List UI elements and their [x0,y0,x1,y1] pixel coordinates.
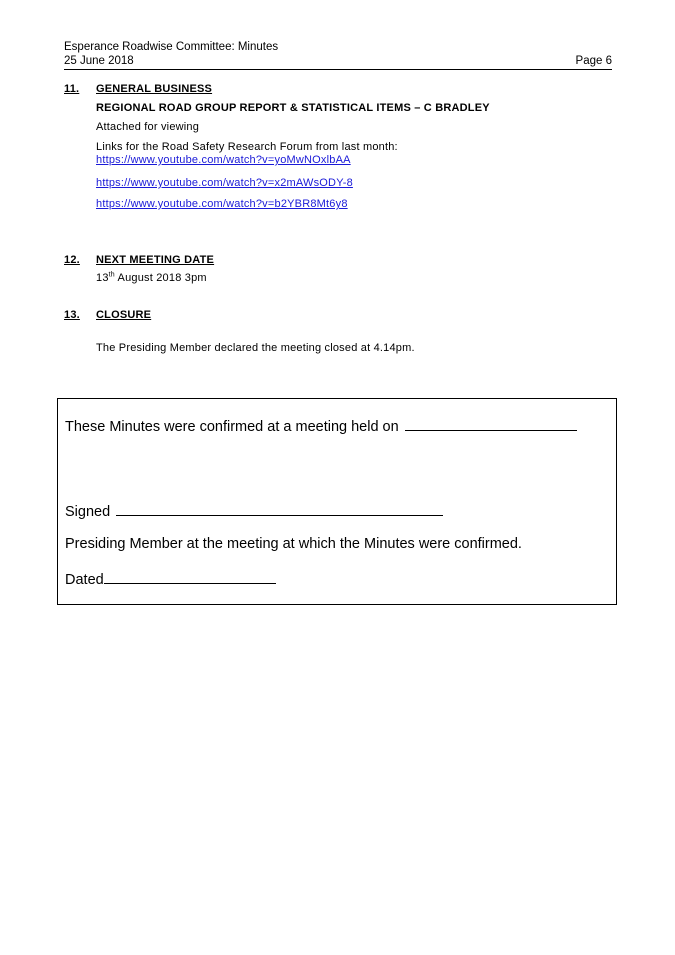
section-heading-row [64,254,624,266]
section-next-meeting [64,254,624,284]
dated-blank[interactable] [104,569,276,584]
section-heading-row [64,309,624,321]
date-day: 13 [96,272,109,284]
dated-line [65,569,276,588]
date-suffix: th [108,271,115,279]
presiding-line: Presiding Member at the meeting at which the Minutes were confirmed. [65,536,522,552]
subheading: REGIONAL ROAD GROUP REPORT & STATISTICAL ITEMS – C BRADLEY [96,102,490,114]
closure-text: The Presiding Member declared the meeting closed at 4.14pm. [96,342,415,354]
links-intro: Links for the Road Safety Research Forum from last month: [96,141,398,153]
signed-line [65,501,443,520]
youtube-link-2[interactable]: https://www.youtube.com/watch?v=x2mAWsODY-8 [96,177,353,189]
date-rest: August 2018 3pm [114,272,207,284]
page-header [64,40,612,70]
section-title: GENERAL BUSINESS [96,83,213,95]
header-title: Esperance Roadwise Committee: Minutes [64,41,279,53]
header-date-row [64,54,612,70]
next-meeting-date [96,272,624,284]
signature-blank[interactable] [116,501,443,516]
section-number: 11. [64,83,80,95]
signed-label: Signed [65,504,111,520]
link-item [96,198,624,210]
meeting-date-blank[interactable] [405,416,577,431]
section-title: NEXT MEETING DATE [96,254,215,266]
section-title: CLOSURE [96,309,152,321]
section-number: 13. [64,309,80,321]
link-item [96,154,624,167]
youtube-link-1[interactable]: https://www.youtube.com/watch?v=yoMwNOxlbAA [96,154,351,166]
header-page-number: Page 6 [575,55,612,67]
section-closure [64,309,624,354]
confirmation-box [57,398,617,605]
confirmed-line [65,416,577,435]
section-general-business [64,83,624,210]
dated-label: Dated [65,572,104,588]
link-item [96,177,624,189]
section-number: 12. [64,254,80,266]
confirmed-text: These Minutes were confirmed at a meeting held on [65,419,399,435]
section-heading-row [64,83,624,95]
header-date: 25 June 2018 [64,55,134,67]
attached-text: Attached for viewing [96,121,200,133]
youtube-link-3[interactable]: https://www.youtube.com/watch?v=b2YBR8Mt6y8 [96,198,348,210]
